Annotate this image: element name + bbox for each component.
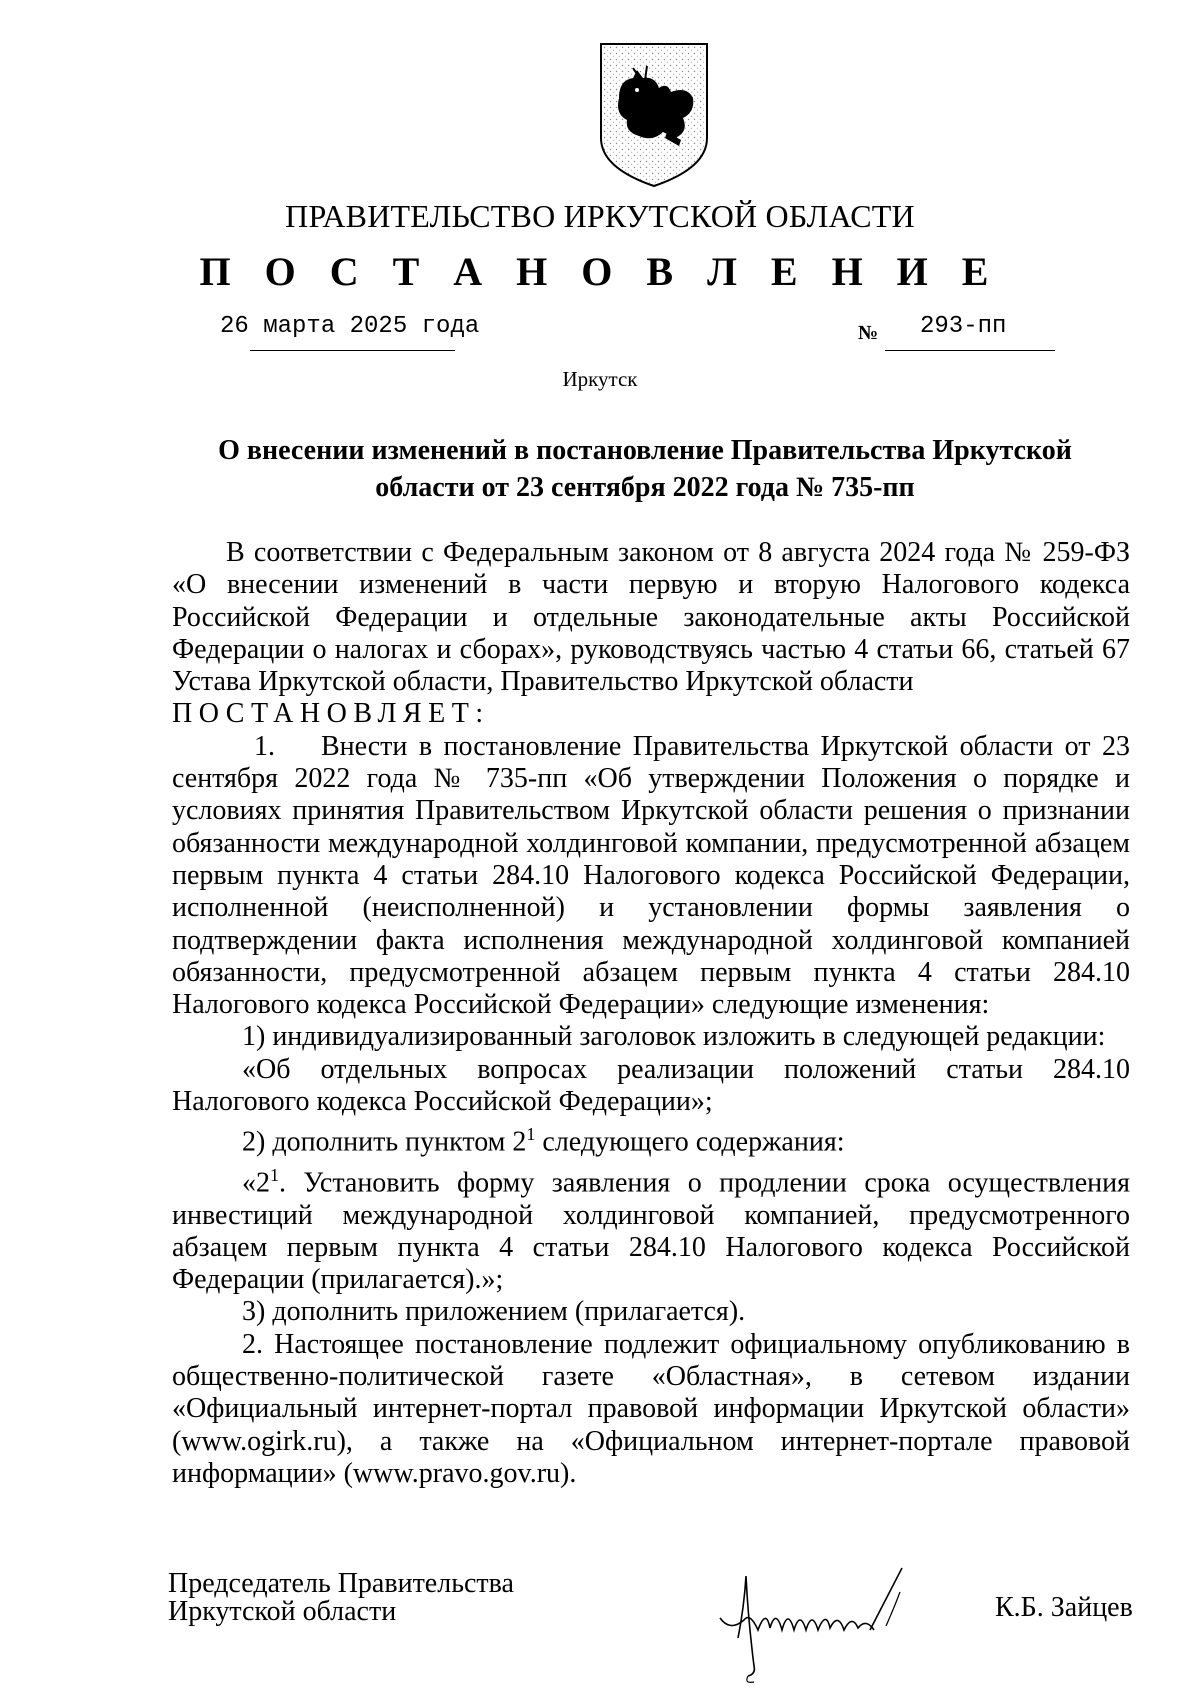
signatory-title-line-1: Председатель Правительства: [168, 1568, 514, 1599]
quote-2-start: «2: [242, 1167, 270, 1199]
quote-2-paragraph: [172, 1159, 1130, 1297]
quote-2-text: . Установить форму заявления о продлении срока осуществления инвестиций международной холдинговой компанией, предусмотренного абзацем первым пункта 4 статьи 284.10 Налогового кодекса Российской Федерации (прилагается).»;: [172, 1167, 1130, 1296]
subitem-2-text: 2) дополнить пунктом 2: [242, 1126, 527, 1158]
document-title: [205, 432, 1085, 506]
handwritten-signature: [710, 1548, 960, 1688]
decree-word: ПОСТАНОВЛЯЕТ:: [172, 698, 490, 730]
document-number: 293-пп: [920, 313, 1007, 340]
item-2-paragraph: 2. Настоящее постановление подлежит официальному опубликованию в общественно-политической газете «Областная», в сетевом издании «Официальный интернет-портал правовой информации Иркутской области» (www.ogirk.ru), а также на «Официальном интернет-портале правовой информации» (www.pravo.gov.ru).: [172, 1328, 1130, 1489]
title-line-2: области от 23 сентября 2022 года № 735-пп: [375, 472, 915, 503]
signatory-name: К.Б. Зайцев: [995, 1592, 1133, 1623]
document-type: П О С Т А Н О В Л Е Н И Е: [199, 249, 1001, 294]
subitem-3-paragraph: 3) дополнить приложением (прилагается).: [242, 1296, 746, 1328]
city: Иркутск: [562, 367, 638, 391]
subitem-2-paragraph: [172, 1118, 1130, 1159]
subitem-1-quote: «Об отдельных вопросах реализации положений статьи 284.10 Налогового кодекса Российской Федерации»;: [172, 1053, 1130, 1118]
signatory-title: [168, 1570, 514, 1626]
preamble-paragraph: В соответствии с Федеральным законом от 8 августа 2024 года № 259-ФЗ «О внесении изменений в части первую и вторую Налогового кодекса Российской Федерации и отдельные законодательные акты Российской Федерации о налогах и сборах», руководствуясь частью 4 статьи 66, статьей 67 Устава Иркутской области, Правительство Иркутской области: [172, 537, 1130, 698]
subitem-2-text-end: следующего содержания:: [535, 1126, 845, 1158]
item-1-paragraph: 1. Внести в постановление Правительства Иркутской области от 23 сентября 2022 года № 735-пп «Об утверждении Положения о порядке и условиях принятия Правительством Иркутской области решения о признании обязанности международной холдинговой компании, предусмотренной абзацем первым пункта 4 статьи 284.10 Налогового кодекса Российской Федерации, исполненной (неисполненной) и установлении формы заявления о подтверждении факта исполнения международной холдинговой компанией обязанности, предусмотренной абзацем первым пункта 4 статьи 284.10 Налогового кодекса Российской Федерации» следующие изменения:: [172, 730, 1130, 1021]
superscript: 1: [526, 1124, 536, 1145]
subitem-1-paragraph: 1) индивидуализированный заголовок изложить в следующей редакции:: [242, 1021, 1106, 1053]
date-underline: [250, 350, 455, 351]
number-underline: [885, 350, 1055, 351]
title-line-1: О внесении изменений в постановление Правительства Иркутской: [218, 435, 1072, 466]
document-date: 26 марта 2025 года: [220, 313, 480, 340]
signatory-title-line-2: Иркутской области: [168, 1596, 397, 1627]
government-name: ПРАВИТЕЛЬСТВО ИРКУТСКОЙ ОБЛАСТИ: [285, 198, 915, 234]
superscript: 1: [270, 1164, 279, 1185]
coat-of-arms-icon: [597, 40, 711, 190]
number-sign: №: [858, 322, 879, 344]
document-body: [172, 537, 1130, 1490]
